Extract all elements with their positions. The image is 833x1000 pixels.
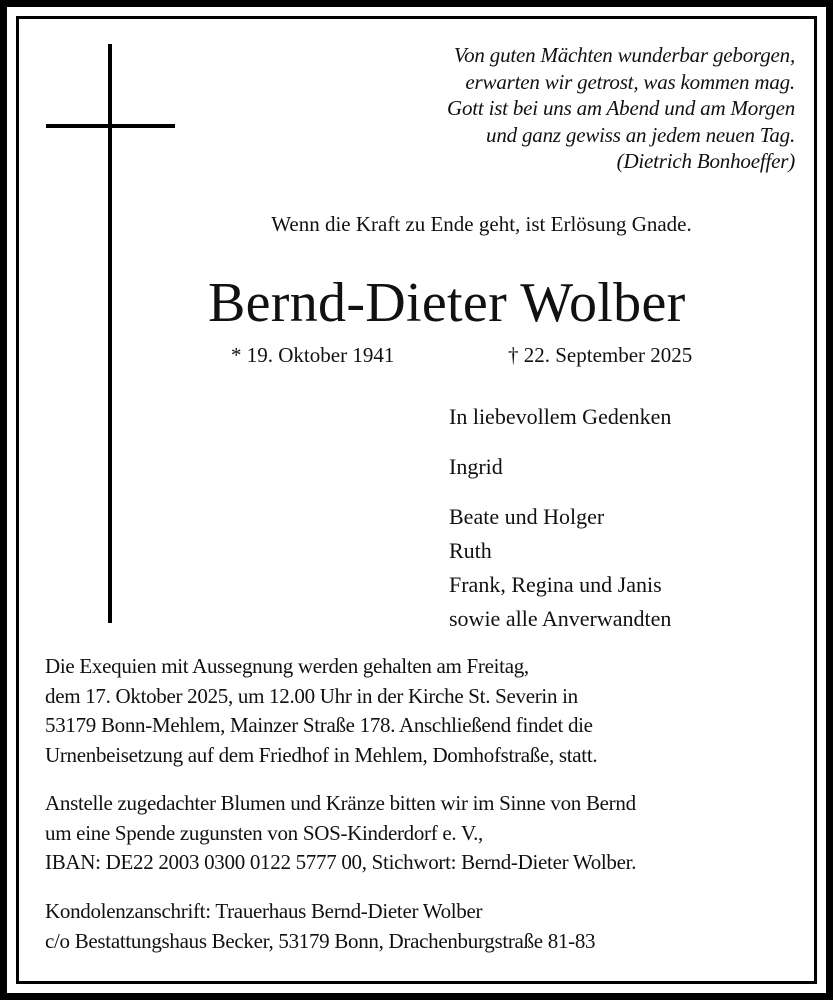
poem-line: und ganz gewiss an jedem neuen Tag. <box>486 122 795 147</box>
condolence-address-line: Kondolenzanschrift: Trauerhaus Bernd-Dieter Wolber <box>45 899 483 923</box>
cross-horizontal-bar <box>46 124 175 128</box>
poem-line: Von guten Mächten wunderbar geborgen, <box>453 43 795 67</box>
mourner-family-line: sowie alle Anverwandten <box>449 606 672 631</box>
mourner-family-line: Frank, Regina und Janis <box>449 572 662 597</box>
funeral-info-paragraph <box>45 652 597 770</box>
funeral-info-line: Die Exequien mit Aussegnung werden gehalten am Freitag, <box>45 654 529 678</box>
motto-text: Wenn die Kraft zu Ende geht, ist Erlösung Gnade. <box>271 212 692 236</box>
mourner-family-line: Beate und Holger <box>449 504 605 529</box>
mourner-family-list <box>449 500 671 636</box>
birth-date: * 19. Oktober 1941 <box>231 343 395 367</box>
poem-line: erwarten wir getrost, was kommen mag. <box>465 69 795 94</box>
donation-info-paragraph <box>45 789 636 878</box>
funeral-info-line: 53179 Bonn-Mehlem, Mainzer Straße 178. Anschließend findet die <box>45 713 593 737</box>
motto-line <box>0 210 833 238</box>
mourners-block <box>449 400 671 636</box>
funeral-info-line: Urnenbeisetzung auf dem Friedhof in Mehlem, Domhofstraße, statt. <box>45 742 598 767</box>
death-date: † 22. September 2025 <box>508 343 693 367</box>
mourner-family-line: Ruth <box>449 538 492 563</box>
poem-line: Gott ist bei uns am Abend und am Morgen <box>446 96 795 120</box>
donation-info-line: IBAN: DE22 2003 0300 0122 5777 00, Stichwort: Bernd-Dieter Wolber. <box>45 850 637 874</box>
funeral-info-line: dem 17. Oktober 2025, um 12.00 Uhr in der Kirche St. Severin in <box>45 683 578 708</box>
condolence-address-paragraph <box>45 897 595 956</box>
deceased-name: Bernd-Dieter Wolber <box>208 272 686 334</box>
donation-info-line: Anstelle zugedachter Blumen und Kränze bitten wir im Sinne von Bernd <box>45 791 636 815</box>
mourner-spouse: Ingrid <box>449 454 503 479</box>
condolence-address-line: c/o Bestattungshaus Becker, 53179 Bonn, Drachenburgstraße 81-83 <box>45 928 596 953</box>
poem-author: (Dietrich Bonhoeffer) <box>616 149 795 173</box>
donation-info-line: um eine Spende zugunsten von SOS-Kinderdorf e. V., <box>45 820 483 845</box>
poem-quote <box>335 42 795 175</box>
mourners-intro: In liebevollem Gedenken <box>449 404 672 429</box>
cross-vertical-bar <box>108 44 112 623</box>
